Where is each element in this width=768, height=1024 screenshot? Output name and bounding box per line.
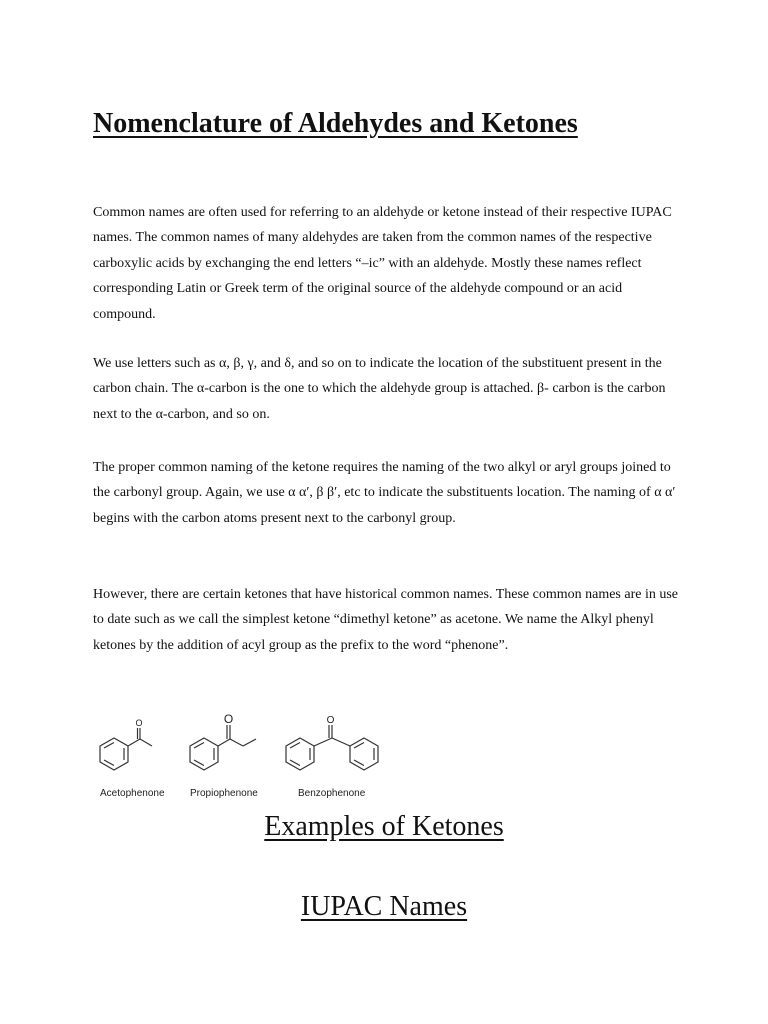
acetophenone-structure <box>100 728 152 770</box>
oxygen-label-propiophenone: O <box>223 712 234 726</box>
ketone-structures-figure <box>92 708 402 798</box>
propiophenone-label: Propiophenone <box>190 788 258 799</box>
examples-heading: Examples of Ketones <box>264 811 504 842</box>
oxygen-label-benzophenone: O <box>326 715 335 726</box>
oxygen-label-acetophenone: O <box>135 718 143 728</box>
ketone-structures-drawing <box>92 708 402 788</box>
iupac-heading: IUPAC Names <box>300 891 468 922</box>
paragraph-common-names: Common names are often used for referring to an aldehyde or ketone instead of their respective IUPAC names. The common names of many aldehydes are taken from the common names of the respective carboxylic acids by exchanging the end letters “–ic” with an aldehyde. Mostly these names reflect corresponding Latin or Greek term of the original source of the aldehyde compound or an acid compound. <box>93 205 672 322</box>
paragraph-historical-names: However, there are certain ketones that have historical common names. These common names are in use to date such as we call the simplest ketone “dimethyl ketone” as acetone. We name the Alkyl phenyl ketones by the addition of acyl group as the prefix to the word “phenone”. <box>93 587 679 653</box>
benzophenone-label: Benzophenone <box>298 788 366 799</box>
paragraph-ketone-naming: The proper common naming of the ketone requires the naming of the two alkyl or aryl groups joined to the carbonyl group. Again, we use α α′, β β′, etc to indicate the substituents location. The naming of α α′ begins with the carbon atoms present next to the carbonyl group. <box>93 460 676 526</box>
paragraph-greek-letters: We use letters such as α, β, γ, and δ, and so on to indicate the location of the substituent present in the carbon chain. The α-carbon is the one to which the aldehyde group is attached. β- carbon is the carbon next to the α-carbon, and so on. <box>93 356 666 422</box>
propiophenone-structure <box>190 725 256 770</box>
benzophenone-structure <box>286 725 378 770</box>
page-title: Nomenclature of Aldehydes and Ketones <box>93 108 578 139</box>
acetophenone-label: Acetophenone <box>100 788 165 799</box>
